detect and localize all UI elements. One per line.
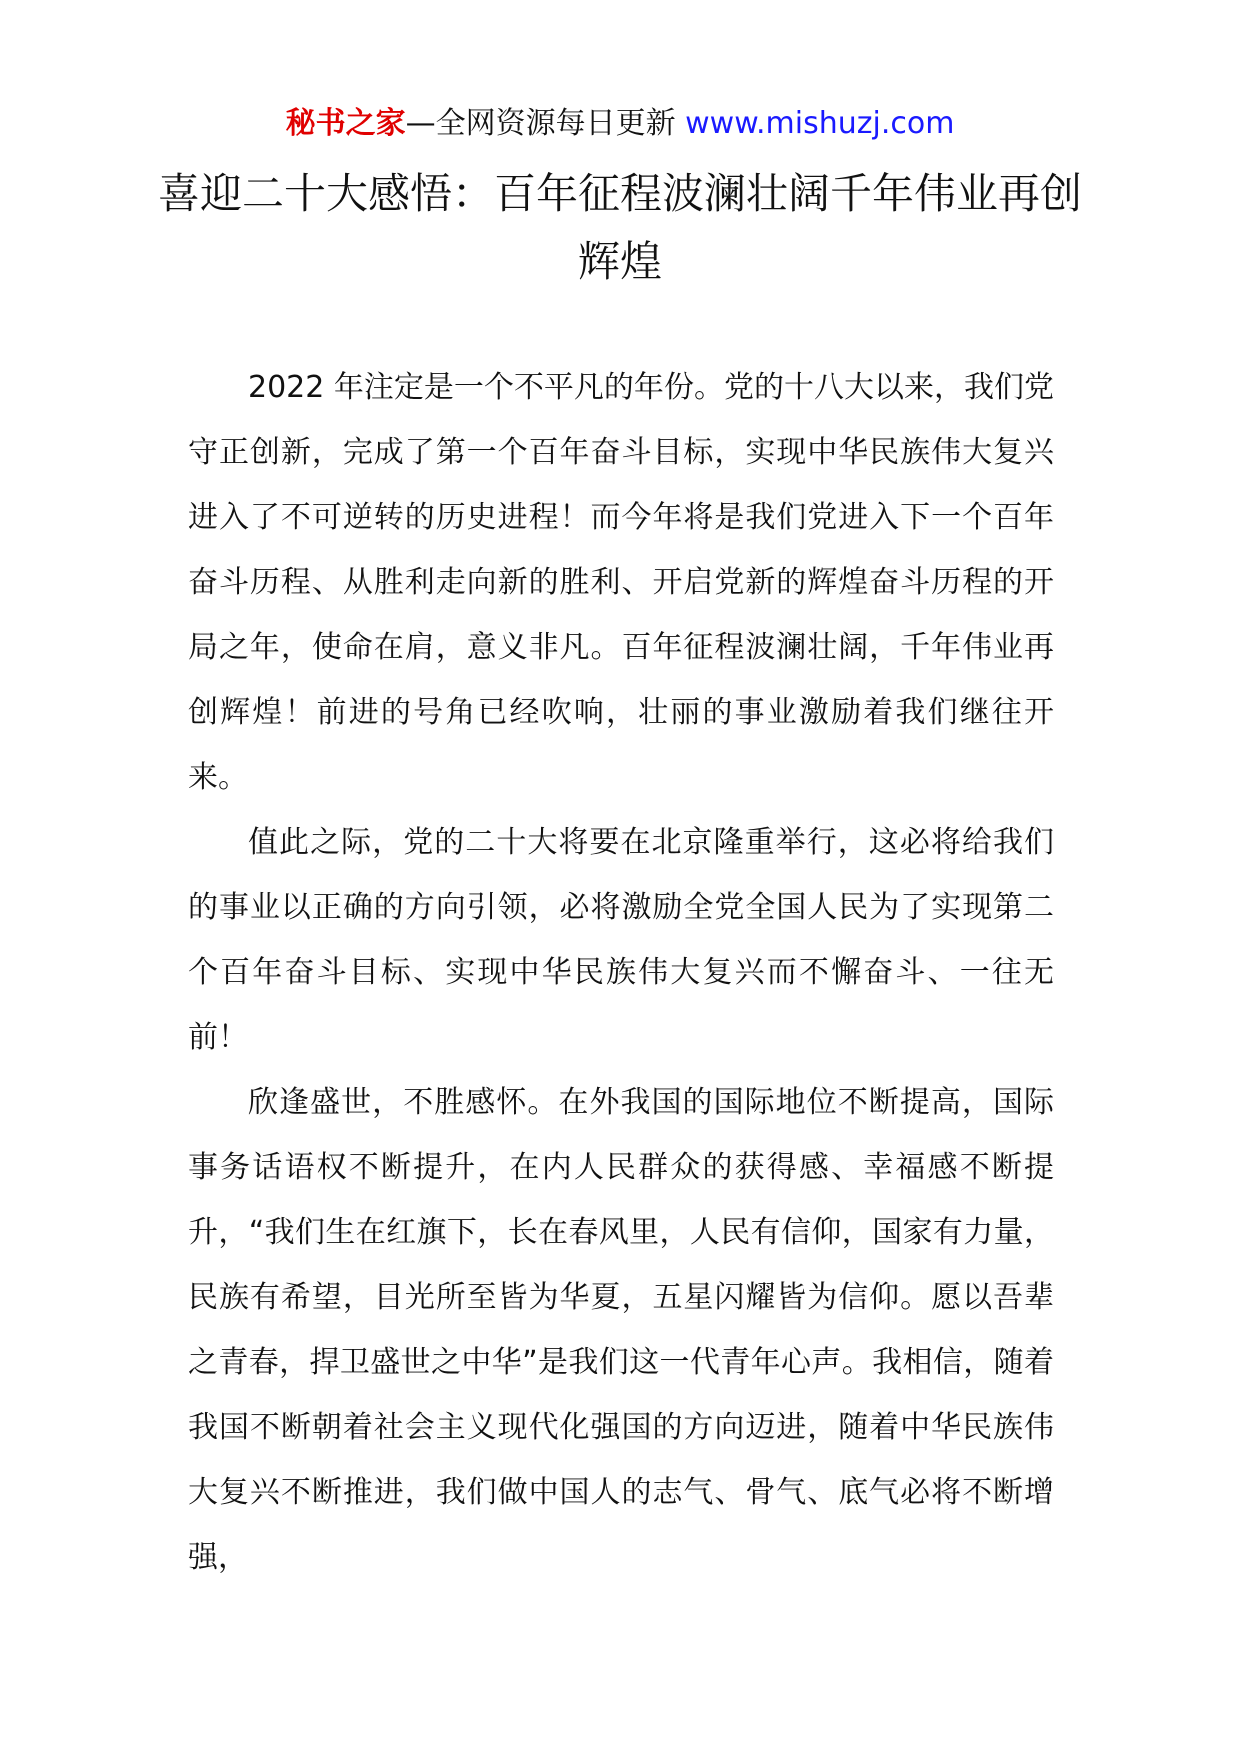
document-body — [188, 355, 1054, 1590]
site-header — [0, 102, 1240, 146]
header-tagline: —全网资源每日更新 — [405, 106, 686, 141]
paragraph-3: 欣逢盛世，不胜感怀。在外我国的国际地位不断提高，国际事务话语权不断提升，在内人民群众的获得感、幸福感不断提升，“我们生在红旗下，长在春风里，人民有信仰，国家有力量，民族有希望，目光所至皆为华夏，五星闪耀皆为信仰。愿以吾辈之青春，捍卫盛世之中华”是我们这一代青年心声。我相信，随着我国不断朝着社会主义现代化强国的方向迈进，随着中华民族伟大复兴不断推进，我们做中国人的志气、骨气、底气必将不断增强， — [188, 1085, 1054, 1575]
paragraph-2: 值此之际，党的二十大将要在北京隆重举行，这必将给我们的事业以正确的方向引领，必将激励全党全国人民为了实现第二个百年奋斗目标、实现中华民族伟大复兴而不懈奋斗、一往无前！ — [188, 825, 1054, 1055]
site-url-link[interactable]: www.mishuzj.com — [685, 106, 955, 141]
brand-name: 秘书之家 — [285, 106, 406, 141]
paragraph-1: 2022 年注定是一个不平凡的年份。党的十八大以来，我们党守正创新，完成了第一个百年奋斗目标，实现中华民族伟大复兴进入了不可逆转的历史进程！而今年将是我们党进入下一个百年奋斗历程、从胜利走向新的胜利、开启党新的辉煌奋斗历程的开局之年，使命在肩，意义非凡。百年征程波澜壮阔，千年伟业再创辉煌！前进的号角已经吹响，壮丽的事业激励着我们继往开来。 — [188, 370, 1054, 795]
document-title: 喜迎二十大感悟：百年征程波澜壮阔千年伟业再创辉煌 — [157, 169, 1082, 286]
